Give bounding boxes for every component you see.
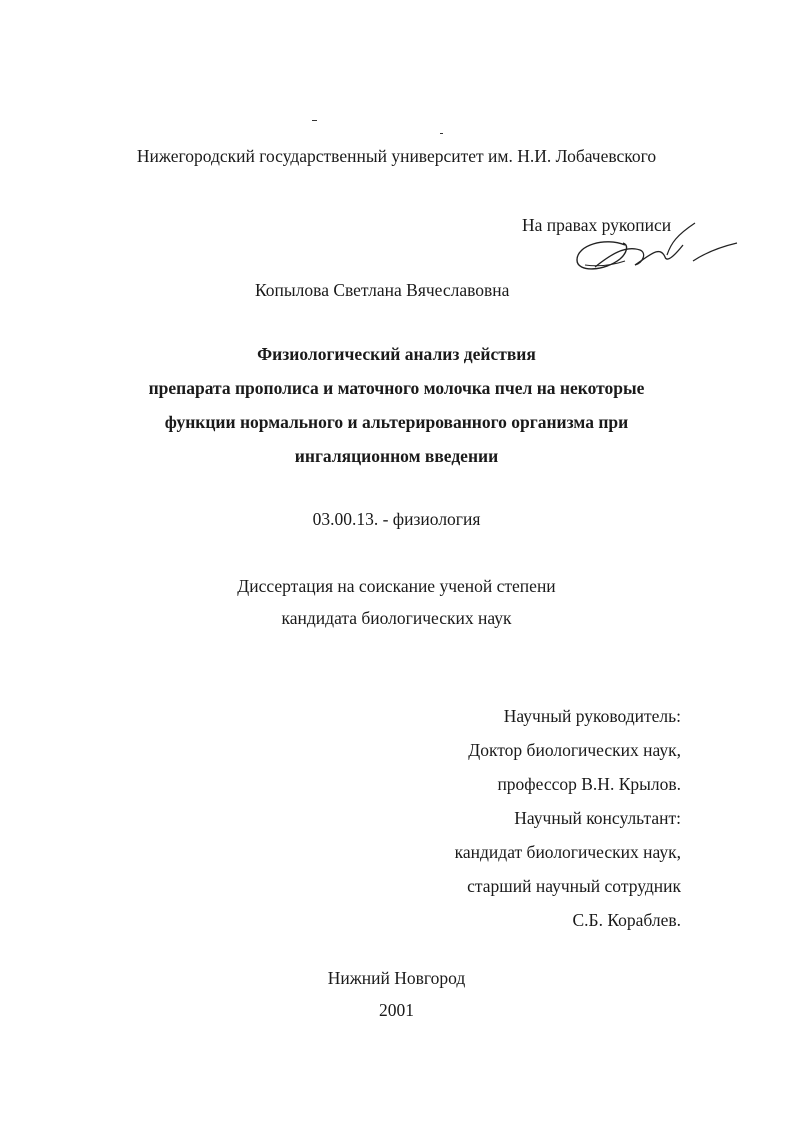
dissertation-title (0, 337, 793, 473)
signature-image (565, 215, 745, 285)
manuscript-note: На правах рукописи (522, 215, 672, 235)
scan-speck (312, 120, 317, 121)
specialty-code: 03.00.13. - физиология (312, 509, 481, 529)
advisor-line: Научный консультант: (514, 808, 681, 828)
title-line: Физиологический анализ действия (257, 344, 536, 364)
dissertation-line-2: кандидата биологических наук (281, 608, 512, 628)
title-line: ингаляционном введении (294, 446, 499, 466)
advisor-line: профессор В.Н. Крылов. (497, 774, 681, 794)
author-name: Копылова Светлана Вячеславовна (255, 280, 510, 300)
title-line: функции нормального и альтерированного организма при (164, 412, 629, 432)
year: 2001 (379, 1000, 414, 1020)
advisor-line: С.Б. Кораблев. (572, 910, 681, 930)
advisor-line: старший научный сотрудник (467, 876, 681, 896)
university-name: Нижегородский государственный университет им. Н.И. Лобачевского (136, 146, 657, 166)
scan-speck (440, 133, 443, 134)
title-line: препарата прополиса и маточного молочка пчел на некоторые (148, 378, 645, 398)
dissertation-line-1: Диссертация на соискание ученой степени (237, 576, 556, 596)
advisor-line: Научный руководитель: (503, 706, 681, 726)
advisor-line: Доктор биологических наук, (468, 740, 681, 760)
advisors-block (455, 706, 681, 944)
city: Нижний Новгород (327, 968, 466, 988)
advisor-line: кандидат биологических наук, (454, 842, 681, 862)
